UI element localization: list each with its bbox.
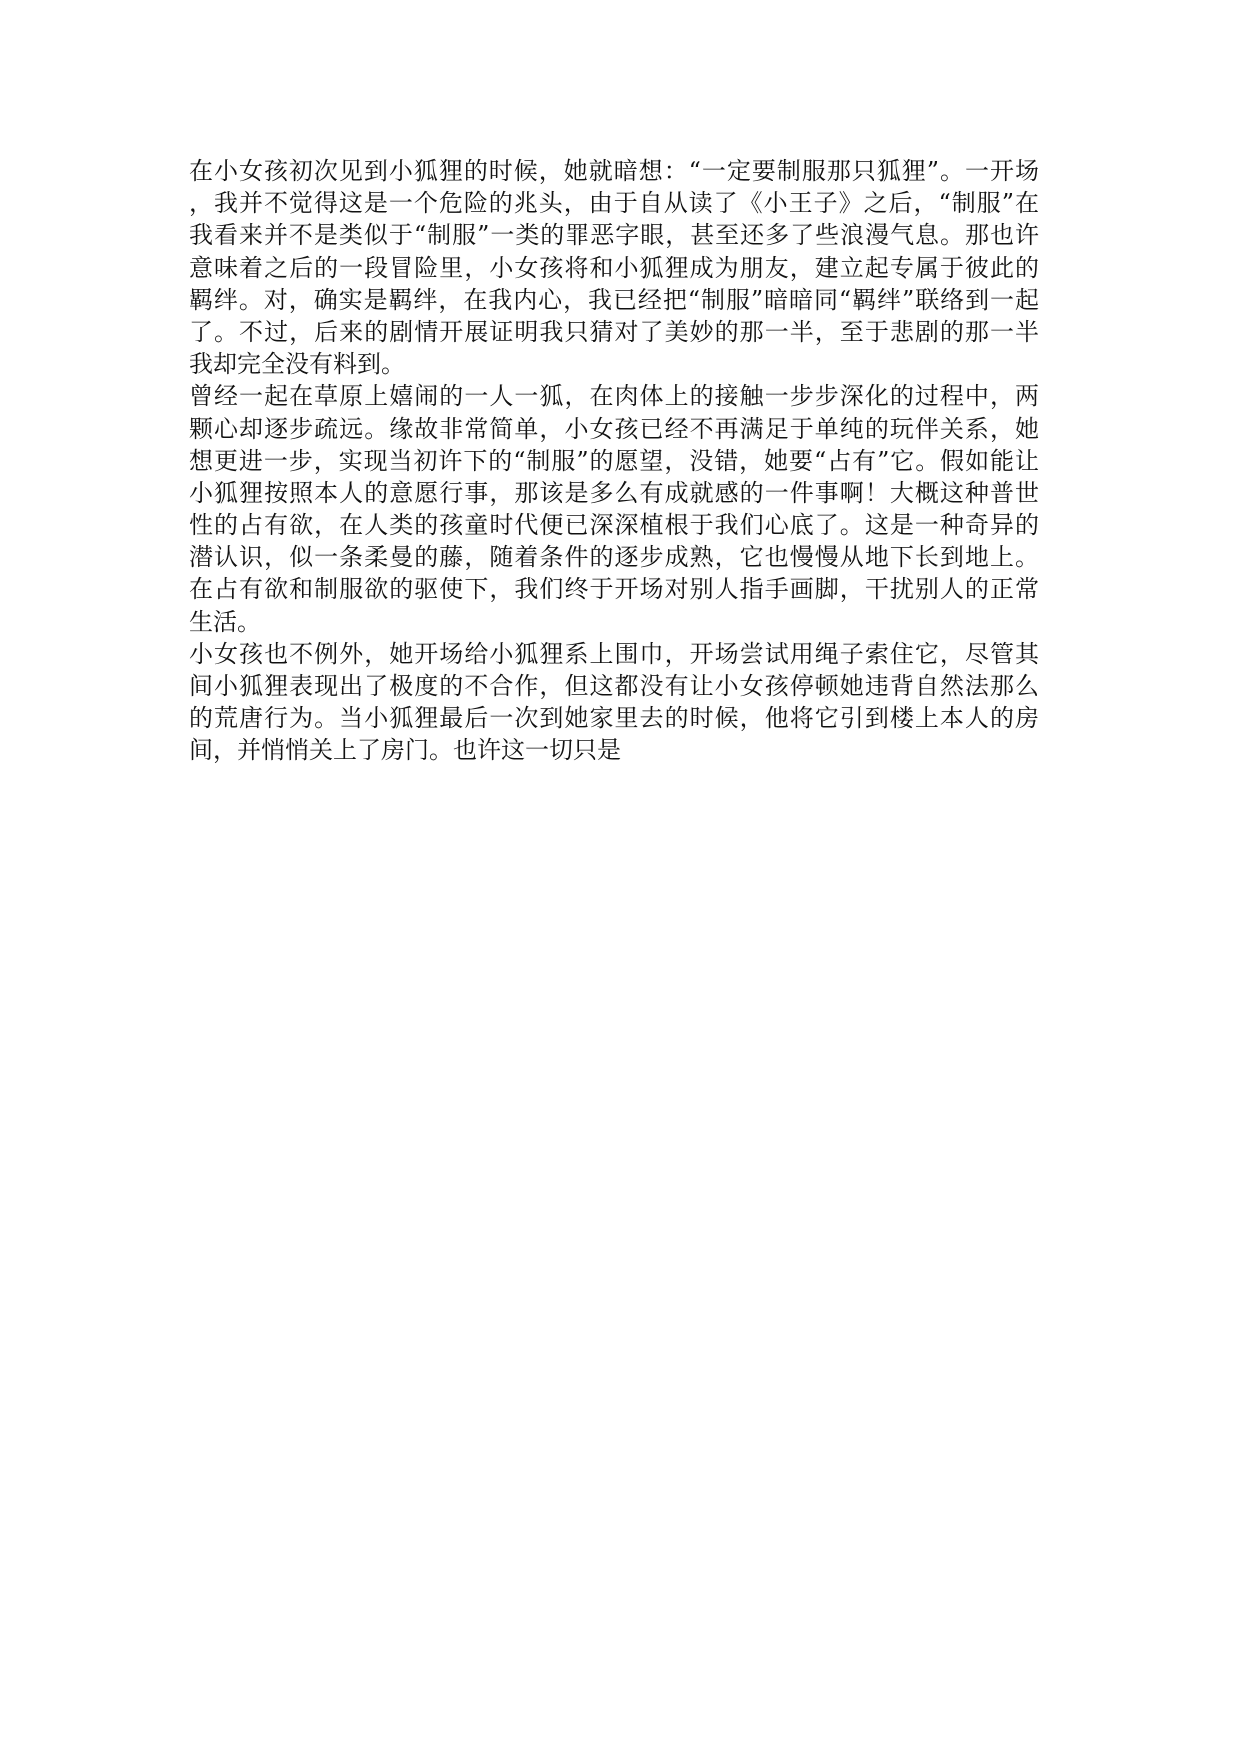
text-line: 在小女孩初次见到小狐狸的时候，她就暗想：“一定要制服那只狐狸”。一开场	[189, 157, 1039, 185]
text-line: 我却完全没有料到。	[189, 350, 405, 379]
text-line: 羁绊。对，确实是羁绊，在我内心，我已经把“制服”暗暗同“羁绊”联络到一起	[189, 285, 1039, 314]
text-line: 颗心却逐步疏远。缘故非常简单，小女孩已经不再满足于单纯的玩伴关系，她	[189, 414, 1039, 443]
text-line: 想更进一步，实现当初许下的“制服”的愿望，没错，她要“占有”它。假如能让	[189, 446, 1039, 475]
text-line: ，我并不觉得这是一个危险的兆头，由于自从读了《小王子》之后，“制服”在	[189, 189, 1039, 218]
text-line: 意味着之后的一段冒险里，小女孩将和小狐狸成为朋友，建立起专属于彼此的	[189, 253, 1039, 282]
text-line: 我看来并不是类似于“制服”一类的罪恶字眼，甚至还多了些浪漫气息。那也许	[189, 221, 1039, 250]
text-line: 小女孩也不例外，她开场给小狐狸系上围巾，开场尝试用绳子索住它，尽管其	[189, 639, 1039, 668]
text-line: 性的占有欲，在人类的孩童时代便已深深植根于我们心底了。这是一种奇异的	[189, 511, 1039, 540]
text-line: 生活。	[189, 607, 261, 636]
body-text	[189, 155, 1039, 767]
text-line: 曾经一起在草原上嬉闹的一人一狐，在肉体上的接触一步步深化的过程中，两	[189, 382, 1039, 411]
text-line: 小狐狸按照本人的意愿行事，那该是多么有成就感的一件事啊！大概这种普世	[189, 478, 1039, 507]
text-line: 间，并悄悄关上了房门。也许这一切只是	[189, 736, 621, 765]
text-line: 潜认识，似一条柔曼的藤，随着条件的逐步成熟，它也慢慢从地下长到地上。	[189, 543, 1039, 572]
text-line: 了。不过，后来的剧情开展证明我只猜对了美妙的那一半，至于悲剧的那一半	[189, 317, 1039, 346]
text-line: 的荒唐行为。当小狐狸最后一次到她家里去的时候，他将它引到楼上本人的房	[189, 704, 1039, 733]
text-line: 间小狐狸表现出了极度的不合作，但这都没有让小女孩停顿她违背自然法那么	[189, 672, 1039, 700]
text-line: 在占有欲和制服欲的驱使下，我们终于开场对别人指手画脚，干扰别人的正常	[189, 575, 1039, 604]
